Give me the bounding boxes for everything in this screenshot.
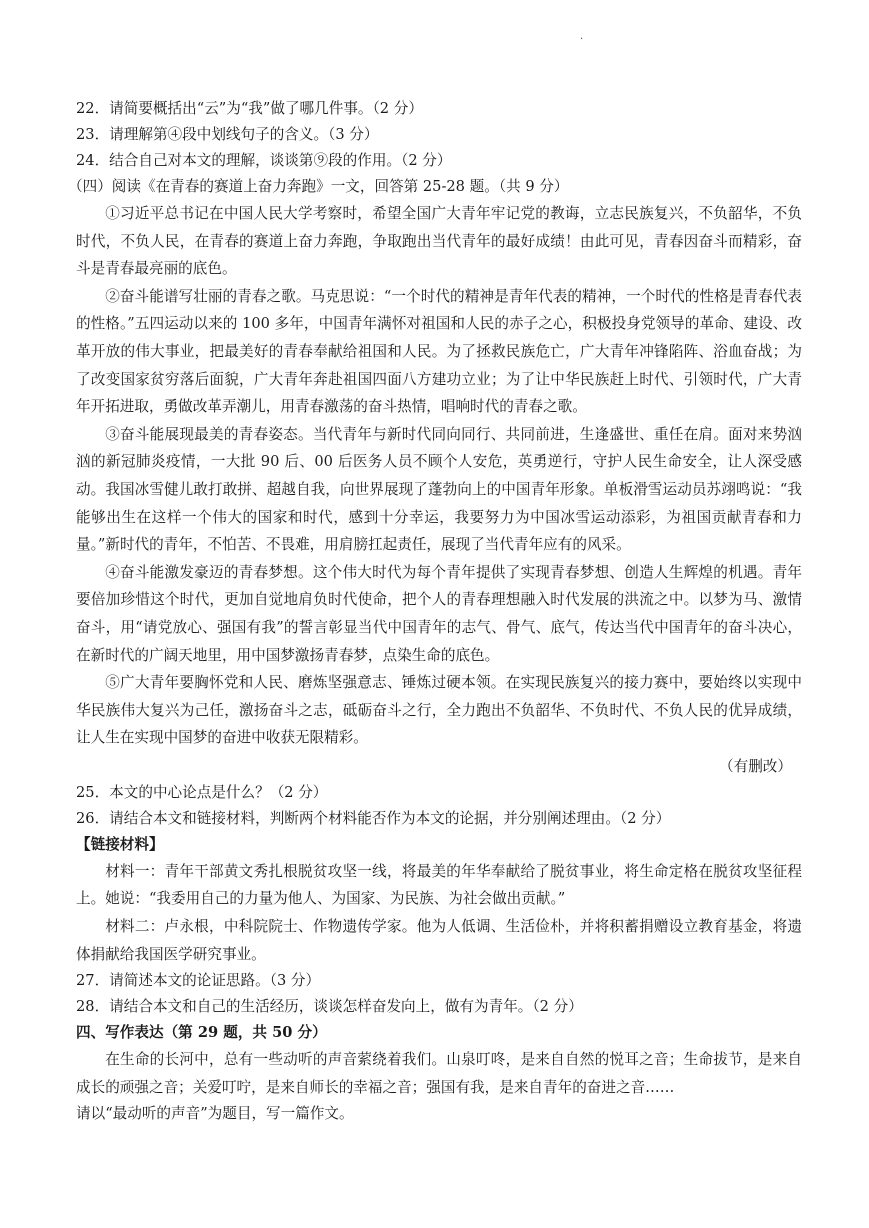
question-26: 26．请结合本文和链接材料，判断两个材料能否作为本文的论据，并分别阐述理由。（2 分） (76, 809, 671, 827)
question-28: 28．请结合本文和自己的生活经历，谈谈怎样奋发向上，做有为青年。（2 分） (76, 998, 583, 1016)
link-material-2: 材料二：卢永根，中科院院士、作物遗传学家。他为人低调、生活俭朴，并将积蓄捐赠设立教育基金，将遗体捐献给我国医学研究事业。 (76, 918, 802, 963)
article-paragraph-2: ②奋斗能谱写壮丽的青春之歌。马克思说：“一个时代的精神是青年代表的精神，一个时代的性格是青春代表的性格。”五四运动以来的 100 多年，中国青年满怀对祖国和人民的赤子之心，积极投身党领导的革命、建设、改革开放的伟大事业，把最美好的青春奉献给祖国和人民。为了拯救民族危亡，广大青年冲锋陷阵、浴血奋战；为了改变国家贫穷落后面貌，广大青年奔赴祖国四面八方建功立业；为了让中华民族赶上时代、引领时代，广大青年开拓进取，勇做改革弄潮儿，用青春激荡的奋斗热情，唱响时代的青春之歌。 (76, 287, 802, 416)
source-note: （有删改） (719, 757, 792, 775)
page-mark: · (580, 34, 584, 45)
link-material-1: 材料一：青年干部黄文秀扎根脱贫攻坚一线，将最美的年华奉献给了脱贫事业，将生命定格在脱贫攻坚征程上。她说：“我委用自己的力量为他人、为国家、为民族、为社会做出贡献。” (76, 862, 802, 908)
article-paragraph-5: ⑤广大青年要胸怀党和人民、磨炼坚强意志、锤炼过硬本领。在实现民族复兴的接力赛中，要始终以实现中华民族伟大复兴为己任，激扬奋斗之志，砥砺奋斗之行，全力跑出不负韶华、不负时代、不负人民的优异成绩，让人生在实现中国梦的奋进中收获无限精彩。 (76, 674, 802, 747)
article-body (76, 200, 802, 752)
section-four-title: （四）阅读《在青春的赛道上奋力奔跑》一文，回答第 25-28 题。（共 9 分） (68, 178, 569, 195)
article-paragraph-3: ③奋斗能展现最美的青春姿态。当代青年与新时代同向同行、共同前进，生逢盛世、重任在肩。面对来势汹汹的新冠肺炎疫情，一大批 90 后、00 后医务人员不顾个人安危，英勇逆行，守护人民生命安全，让人深受感动。我国冰雪健儿敢打敢拼、超越自我，向世界展现了蓬勃向上的中国青年形象。单板滑雪运动员苏翊鸣说：“我能够出生在这样一个伟大的国家和时代，感到十分幸运，我要努力为中国冰雪运动添彩，为祖国贡献青春和力量。”新时代的青年，不怕苦、不畏难，用肩膀扛起责任，展现了当代青年应有的风采。 (76, 425, 802, 554)
article-paragraph-1: ①习近平总书记在中国人民大学考察时，希望全国广大青年牢记党的教诲，立志民族复兴，不负韶华，不负时代，不负人民，在青春的赛道上奋力奔跑，争取跑出当代青年的最好成绩！由此可见，青春因奋斗而精彩，奋斗是青春最亮丽的底色。 (76, 205, 802, 278)
question-23: 23．请理解第④段中划线句子的含义。（3 分） (76, 126, 379, 143)
question-22: 22．请简要概括出“云”为“我”做了哪几件事。（2 分） (76, 100, 423, 117)
article-paragraph-4: ④奋斗能激发豪迈的青春梦想。这个伟大时代为每个青年提供了实现青春梦想、创造人生辉煌的机遇。青年要倍加珍惜这个时代，更加自觉地肩负时代使命，把个人的青春理想融入时代发展的洪流之中。以梦为马、激情奋斗，用“请党放心、强国有我”的誓言彰显当代中国青年的志气、骨气、底气，传达当代中国青年的奋斗决心，在新时代的广阔天地里，用中国梦激扬青春梦，点染生命的底色。 (76, 563, 802, 664)
question-27: 27．请简述本文的论证思路。（3 分） (76, 972, 321, 990)
writing-task: 请以“最动听的声音”为题目，写一篇作文。 (76, 1105, 354, 1123)
question-24: 24．结合自己对本文的理解，谈谈第⑨段的作用。（2 分） (76, 152, 452, 169)
exam-page (68, 96, 802, 1127)
writing-section-title: 四、写作表达（第 29 题，共 50 分） (76, 1024, 327, 1042)
writing-prompt: 在生命的长河中，总有一些动听的声音萦绕着我们。山泉叮咚，是来自自然的悦耳之音；生命拔节，是来自成长的顽强之音；关爱叮咛，是来自师长的幸福之音；强国有我，是来自青年的奋进之音…… (76, 1051, 802, 1096)
link-materials-title: 【链接材料】 (76, 835, 164, 853)
question-25: 25．本文的中心论点是什么？（2 分） (76, 783, 328, 801)
